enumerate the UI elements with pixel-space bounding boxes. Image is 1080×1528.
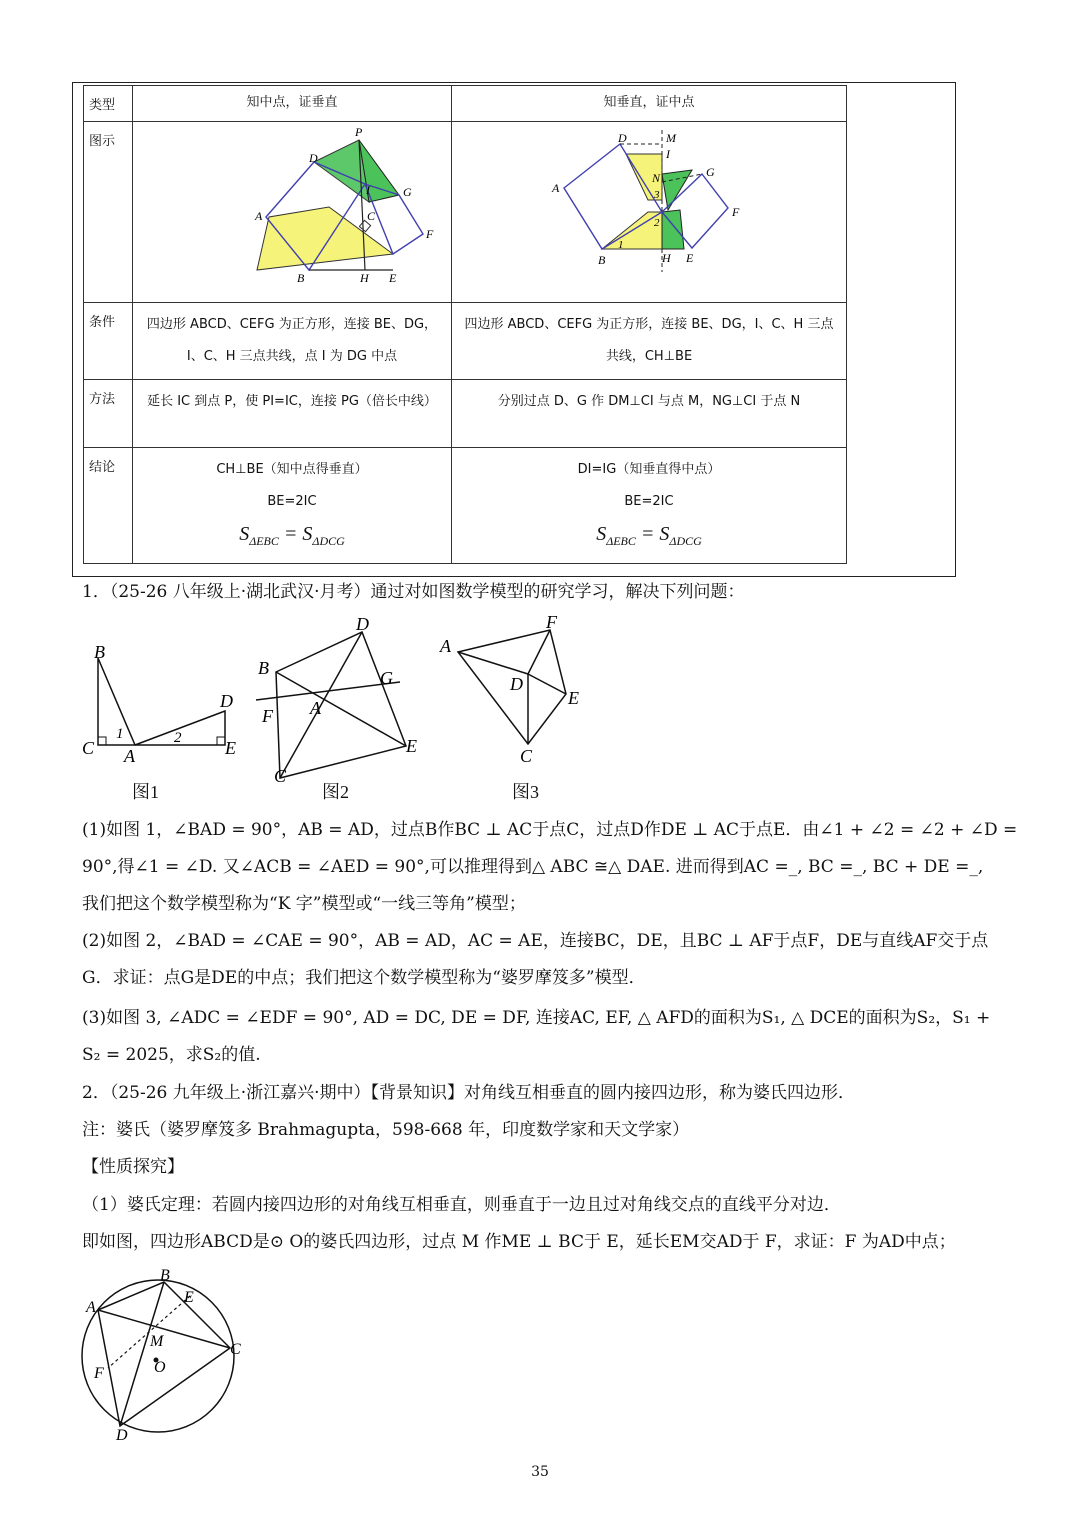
- label-E: E: [389, 271, 397, 285]
- method-label: 方法: [84, 380, 133, 448]
- q2-heading: 2．（25-26 九年级上·浙江嘉兴·期中）【背景知识】对角线互相垂直的圆内接四边形，称为婆氏四边形．: [82, 1083, 856, 1103]
- figure-cell-1: [133, 122, 452, 303]
- label-I: I: [366, 183, 370, 197]
- label-G: G: [403, 185, 412, 199]
- circle-label-M: M: [150, 1333, 164, 1350]
- header-col2: 知垂直，证中点: [452, 86, 847, 122]
- figC-C: C: [520, 746, 533, 766]
- method-col1: 延长 IC 到点 P，使 PI=IC，连接 PG（倍长中线）: [133, 380, 452, 448]
- circle-label-B: B: [160, 1267, 170, 1284]
- label-F: F: [426, 227, 434, 241]
- circle-label-C: C: [230, 1341, 241, 1358]
- label-I2: I: [666, 147, 670, 161]
- figB-C: C: [274, 766, 287, 786]
- q2-theorem: （1）婆氏定理：若圆内接四边形的对角线互相垂直，则垂直于一边且过对角线交点的直线平分对边．: [82, 1195, 841, 1215]
- label-1: 1: [618, 239, 624, 251]
- circle-label-O: O: [154, 1359, 166, 1376]
- conclusion-col1-b: BE=2IC: [267, 494, 317, 509]
- figA-2: 2: [174, 730, 182, 746]
- label-B: B: [297, 271, 305, 285]
- figB-F: F: [262, 706, 273, 726]
- circle-label-F: F: [94, 1365, 104, 1382]
- caption-fig3: 图3: [512, 782, 539, 802]
- label-C: C: [367, 209, 376, 223]
- label-H: H: [360, 271, 369, 285]
- page-number: 35: [531, 1464, 549, 1480]
- label-D2: D: [618, 131, 627, 145]
- figA-1: 1: [116, 726, 124, 742]
- conclusion-col2: [452, 448, 847, 564]
- conclusion-col2-b: BE=2IC: [624, 494, 674, 509]
- label-E2: E: [686, 251, 694, 265]
- q1-part2-line1: (2)如图 2，∠BAD = ∠CAE = 90°，AB = AD，AC = AE，连接BC，DE，且BC ⊥ AF于点F，DE与直线AF交于点: [82, 931, 989, 951]
- fig1-right-angle-e: [217, 737, 225, 745]
- method-col2: 分别过点 D、G 作 DM⊥CI 与点 M，NG⊥CI 于点 N: [452, 380, 847, 448]
- square-model-figure-2: [452, 122, 840, 298]
- header-col1: 知中点，证垂直: [133, 86, 452, 122]
- label-A2: A: [552, 181, 560, 195]
- figure-cell-2: [452, 122, 847, 303]
- condition-col1: 四边形 ABCD、CEFG 为正方形，连接 BE、DG，I、C、H 三点共线，点 I 为 DG 中点: [133, 303, 452, 380]
- label-P: P: [355, 125, 363, 139]
- fig3-ad: [458, 652, 528, 674]
- square-model-figure-1: [133, 122, 451, 298]
- q1-part3-line1: (3)如图 3, ∠ADC = ∠EDF = 90°, AD = DC, DE = DF, 连接AC, EF, △ AFD的面积为S₁, △ DCE的面积为S₂，S₁ +: [82, 1008, 991, 1028]
- label-G2: G: [706, 165, 715, 179]
- label-M2: M: [666, 131, 676, 145]
- circle-label-D: D: [116, 1427, 128, 1442]
- conclusion-row: [84, 448, 847, 564]
- figB-B: B: [258, 658, 269, 678]
- conclusion-col1: [133, 448, 452, 564]
- method-row: [84, 380, 847, 448]
- figC-E: E: [568, 688, 579, 708]
- figB-A: A: [310, 698, 321, 718]
- label-D: D: [309, 151, 318, 165]
- label-N2: N: [652, 171, 661, 185]
- figA-A: A: [124, 746, 135, 766]
- quad-abcd: [98, 1282, 230, 1426]
- label-H2: H: [662, 251, 671, 265]
- conclusion-col1-a: CH⊥BE（知中点得垂直）: [216, 462, 368, 477]
- q2-note: 注：婆氏（婆罗摩笈多 Brahmagupta，598-668 年，印度数学家和天文学家）: [82, 1120, 690, 1140]
- fig3-df: [528, 630, 550, 674]
- table-header-row: [84, 86, 847, 122]
- line-ef: [108, 1296, 190, 1368]
- circle-label-E: E: [184, 1289, 194, 1306]
- caption-fig2: 图2: [322, 782, 349, 802]
- area-formula-2: $S_{\Delta EBC} = S_{\Delta DCG}$: [596, 523, 702, 548]
- q1-part2-line2: G．求证：点G是DE的中点；我们把这个数学模型称为“婆罗摩笈多”模型．: [82, 968, 646, 988]
- fig1-right-angle-c: [98, 737, 106, 745]
- figC-F: F: [546, 612, 557, 632]
- condition-row: [84, 303, 847, 380]
- circle-label-A: A: [86, 1299, 96, 1316]
- condition-label: 条件: [84, 303, 133, 380]
- diag-bd: [120, 1282, 164, 1426]
- q1-heading: 1．（25-26 八年级上·湖北武汉·月考）通过对如图数学模型的研究学习，解决下列问题：: [82, 582, 745, 602]
- conclusion-col2-a: DI=IG（知垂直得中点）: [577, 462, 721, 477]
- figure-row: [84, 122, 847, 303]
- fig2-quad: [276, 632, 406, 778]
- label-A: A: [255, 209, 263, 223]
- figB-D: D: [356, 614, 369, 634]
- fig2-line-fg: [256, 682, 400, 700]
- figure-label: 图示: [84, 122, 133, 303]
- q1-part1-line1: (1)如图 1，∠BAD = 90°，AB = AD，过点B作BC ⊥ AC于点C，过点D作DE ⊥ AC于点E．由∠1 + ∠2 = ∠2 + ∠D =: [82, 820, 1018, 840]
- q1-part1-line3: 我们把这个数学模型称为“K 字”模型或“一线三等角”模型；: [82, 894, 526, 914]
- conclusion-label: 结论: [84, 448, 133, 564]
- q2-section: 【性质探究】: [82, 1157, 184, 1177]
- q2-circle-figure: [78, 1262, 248, 1442]
- figA-C: C: [82, 738, 95, 758]
- figC-D: D: [510, 674, 523, 694]
- fig3-de: [528, 674, 566, 694]
- q1-part3-line2: S₂ = 2025，求S₂的值.: [82, 1045, 261, 1065]
- label-2: 2: [654, 217, 660, 229]
- figB-G: G: [380, 668, 393, 688]
- figA-B: B: [94, 642, 105, 662]
- fig2-dc: [280, 632, 362, 778]
- type-label: 类型: [84, 86, 133, 122]
- q2-instruction: 即如图，四边形ABCD是⊙ O的婆氏四边形，过点 M 作ME ⊥ BC于 E，延长EM交AD于 F，求证：F 为AD中点；: [82, 1232, 956, 1252]
- figA-D: D: [220, 691, 233, 711]
- figC-A: A: [440, 636, 451, 656]
- label-F2: F: [732, 205, 740, 219]
- label-3: 3: [654, 189, 660, 201]
- q1-part1-line2: 90°,得∠1 = ∠D. 又∠ACB = ∠AED = 90°,可以推理得到△ ABC ≅△ DAE. 进而得到AC =_, BC =_, BC + DE =_,: [82, 857, 984, 877]
- model-table: [83, 85, 847, 564]
- caption-fig1: 图1: [132, 782, 159, 802]
- label-B2: B: [598, 253, 606, 267]
- figB-E: E: [406, 736, 417, 756]
- green-region-top: [662, 170, 692, 210]
- area-formula-1: $S_{\Delta EBC} = S_{\Delta DCG}$: [239, 523, 345, 548]
- figA-E: E: [225, 738, 236, 758]
- condition-col2: 四边形 ABCD、CEFG 为正方形，连接 BE、DG，I、C、H 三点共线，CH⊥BE: [452, 303, 847, 380]
